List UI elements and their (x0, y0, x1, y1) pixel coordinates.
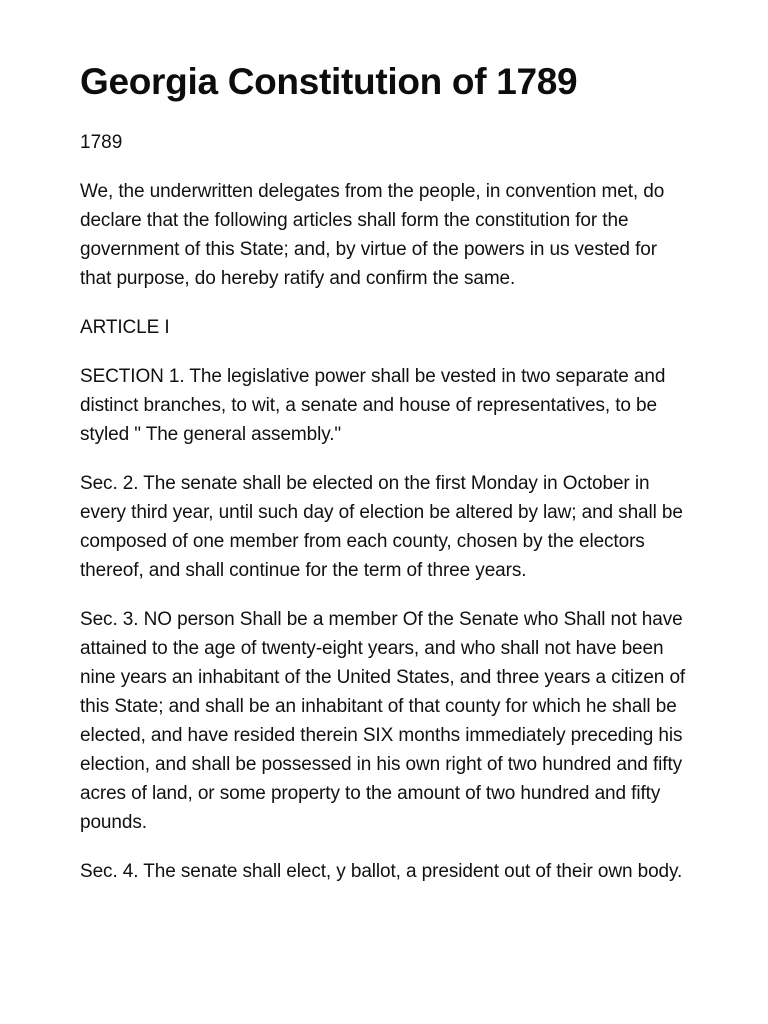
section-4-paragraph: Sec. 4. The senate shall elect, y ballot, a president out of their own body. (80, 861, 683, 882)
section-3-paragraph: Sec. 3. NO person Shall be a member Of the Senate who Shall not have attained to the age of twenty-eight years, and who shall not have been nine years an inhabitant of the United States, and three years a citizen of this State; and shall be an inhabitant of that county for which he shall be elected, and have resided therein SIX months immediately preceding his election, and shall be possessed in his own right of two hundred and fifty acres of land, or some property to the amount of two hundred and fifty pounds. (80, 609, 686, 833)
section-1-paragraph: SECTION 1. The legislative power shall be vested in two separate and distinct branches, to wit, a senate and house of representatives, to be styled " The general assembly." (80, 366, 666, 445)
document-title: Georgia Constitution of 1789 (80, 61, 578, 102)
document-year: 1789 (80, 132, 123, 153)
section-2-paragraph: Sec. 2. The senate shall be elected on the first Monday in October in every third year, until such day of election be altered by law; and shall be composed of one member from each county, chosen by the electors thereof, and shall continue for the term of three years. (80, 473, 683, 581)
preamble-paragraph: We, the underwritten delegates from the people, in convention met, do declare that the following articles shall form the constitution for the government of this State; and, by virtue of the powers in us vested for that purpose, do hereby ratify and confirm the same. (80, 181, 665, 289)
article-heading: ARTICLE I (80, 317, 170, 338)
